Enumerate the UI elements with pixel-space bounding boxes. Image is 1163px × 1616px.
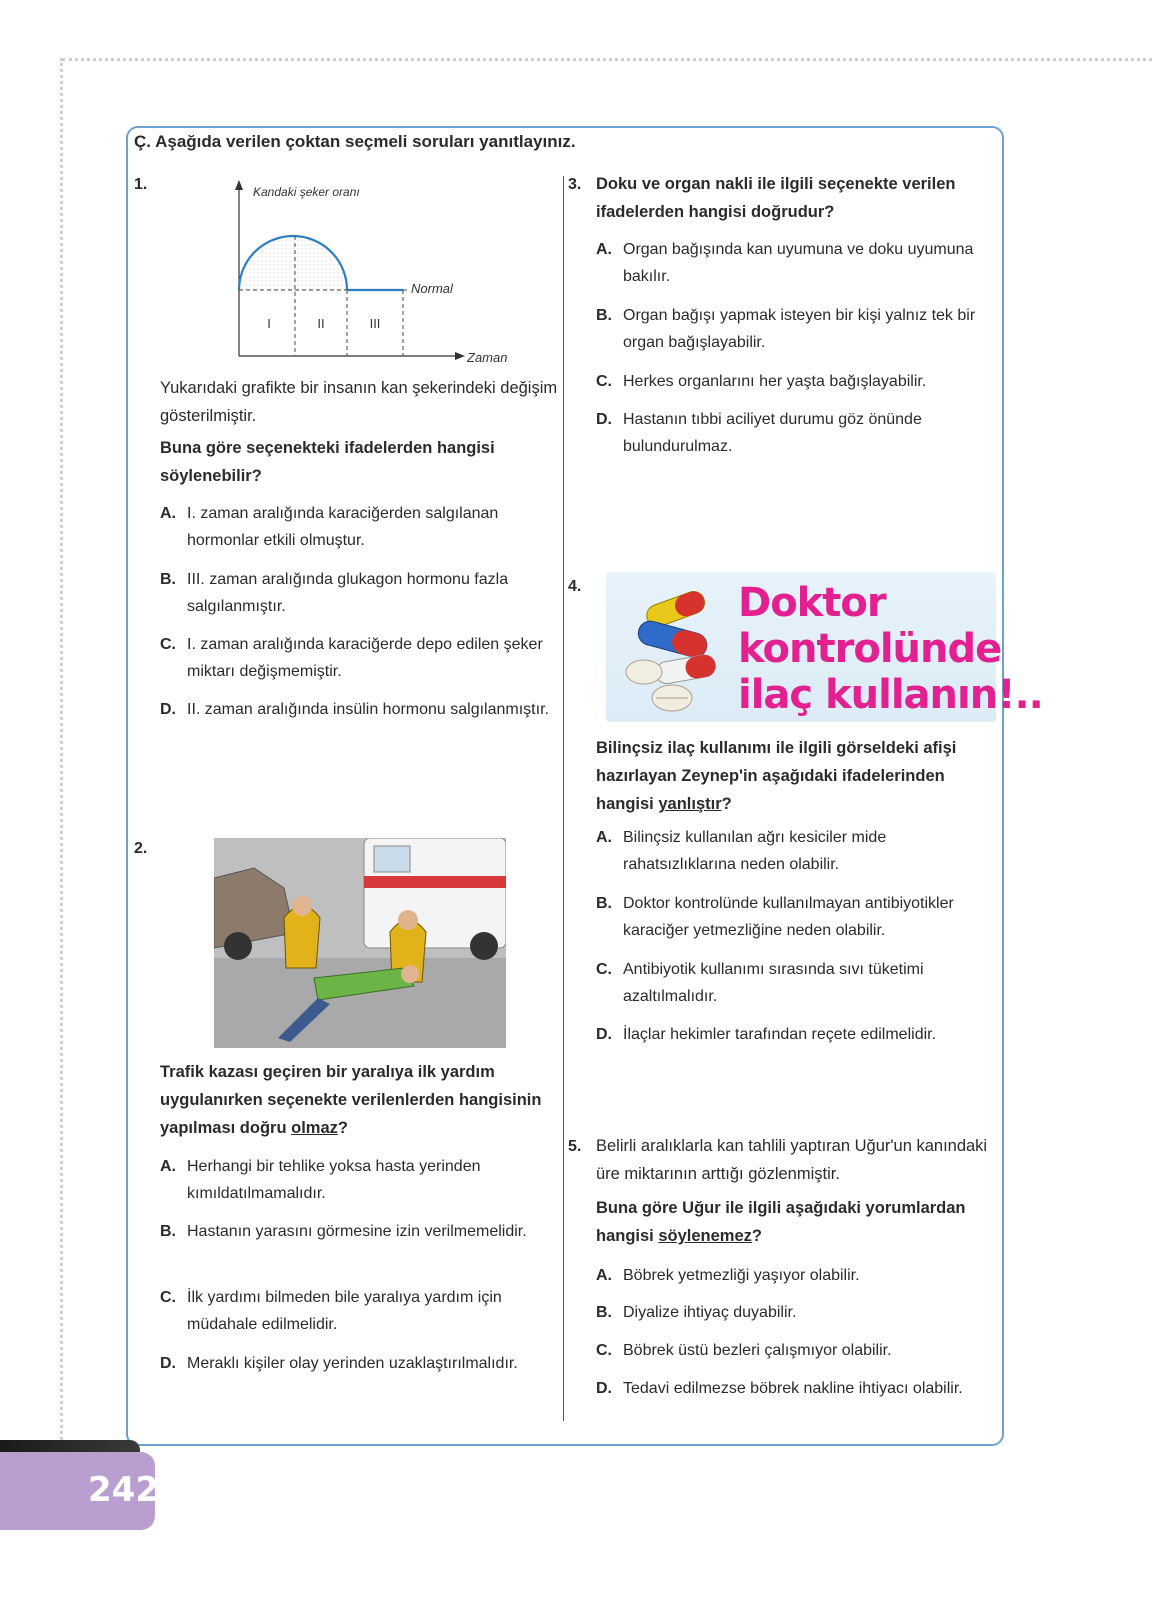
column-divider	[563, 176, 564, 1421]
q1-question: Buna göre seçenekteki ifadelerden hangisi söylenebilir?	[160, 439, 495, 485]
y-axis-label: Kandaki şeker oranı	[253, 185, 360, 199]
q4-option-b[interactable]: B. Doktor kontrolünde kullanılmayan antibiyotikler karaciğer yetmezliğine neden olabilir.	[596, 895, 954, 939]
interval-label: I	[267, 316, 271, 331]
q2-question: Trafik kazası geçiren bir yaralıya ilk yardım uygulanırken seçenekte verilenlerden hangisinin yapılması doğru olmaz?	[160, 1063, 542, 1137]
page-number: 242	[88, 1470, 159, 1510]
q1-option-c[interactable]: C. I. zaman aralığında karaciğerde depo edilen şeker miktarı değişmemiştir.	[160, 636, 543, 680]
section-header: Ç. Aşağıda verilen çoktan seçmeli soruları yanıtlayınız.	[134, 132, 576, 151]
q2-number: 2.	[134, 840, 148, 857]
poster-slogan: Doktor kontrolünde ilaç kullanın!..	[738, 580, 1043, 718]
q1-option-b[interactable]: B. III. zaman aralığında glukagon hormonu fazla salgılanmıştır.	[160, 571, 509, 615]
q2-option-c[interactable]: C. İlk yardımı bilmeden bile yaralıya yardım için müdahale edilmelidir.	[160, 1289, 502, 1333]
q3-number: 3.	[568, 176, 582, 193]
q4-option-a[interactable]: A. Bilinçsiz kullanılan ağrı kesiciler mide rahatsızlıklarına neden olabilir.	[596, 829, 887, 873]
q1-number: 1.	[134, 176, 148, 193]
q1-blood-sugar-graph	[225, 176, 525, 376]
q4-number: 4.	[568, 578, 582, 595]
q5-option-c[interactable]: C. Böbrek üstü bezleri çalışmıyor olabilir.	[596, 1342, 892, 1359]
pills-icon	[616, 580, 736, 716]
q5-text: Belirli aralıklarla kan tahlili yaptıran Uğur'un kanındaki üre miktarının arttığı gözlenmiştir.	[596, 1137, 988, 1183]
q3-question: Doku ve organ nakli ile ilgili seçenekte verilen ifadelerden hangisi doğrudur?	[596, 175, 956, 221]
q4-option-d[interactable]: D. İlaçlar hekimler tarafından reçete edilmelidir.	[596, 1026, 937, 1043]
q2-accident-illustration	[214, 838, 506, 1048]
q3-option-b[interactable]: B. Organ bağışı yapmak isteyen bir kişi yalnız tek bir organ bağışlayabilir.	[596, 307, 976, 351]
x-axis-label: Zaman	[467, 350, 508, 365]
q5-option-b[interactable]: B. Diyalize ihtiyaç duyabilir.	[596, 1304, 797, 1321]
q3-option-c[interactable]: C. Herkes organlarını her yaşta bağışlayabilir.	[596, 373, 927, 390]
q1-text: Yukarıdaki grafikte bir insanın kan şekerindeki değişim gösterilmiştir.	[160, 379, 558, 425]
interval-label: III	[369, 316, 381, 331]
q2-option-a[interactable]: A. Herhangi bir tehlike yoksa hasta yerinden kımıldatılmamalıdır.	[160, 1158, 481, 1202]
q1-option-d[interactable]: D. II. zaman aralığında insülin hormonu salgılanmıştır.	[160, 701, 549, 718]
q5-option-a[interactable]: A. Böbrek yetmezliği yaşıyor olabilir.	[596, 1267, 860, 1284]
q5-question: Buna göre Uğur ile ilgili aşağıdaki yorumlardan hangisi söylenemez?	[596, 1199, 966, 1245]
q5-number: 5.	[568, 1138, 582, 1155]
q3-option-a[interactable]: A. Organ bağışında kan uyumuna ve doku uyumuna bakılır.	[596, 241, 974, 285]
q4-question: Bilinçsiz ilaç kullanımı ile ilgili görseldeki afişi hazırlayan Zeynep'in aşağıdaki ifadelerinden hangisi yanlıştır?	[596, 739, 957, 813]
q5-option-d[interactable]: D. Tedavi edilmezse böbrek nakline ihtiyacı olabilir.	[596, 1380, 963, 1397]
q1-option-a[interactable]: A. I. zaman aralığında karaciğerden salgılanan hormonlar etkili olmuştur.	[160, 505, 499, 549]
q2-option-d[interactable]: D. Meraklı kişiler olay yerinden uzaklaştırılmalıdır.	[160, 1355, 518, 1372]
normal-label: Normal	[411, 281, 453, 296]
q2-option-b[interactable]: B. Hastanın yarasını görmesine izin verilmemelidir.	[160, 1223, 527, 1240]
top-dotted-border	[62, 58, 1152, 61]
q4-option-c[interactable]: C. Antibiyotik kullanımı sırasında sıvı tüketimi azaltılmalıdır.	[596, 961, 924, 1005]
left-dotted-border	[60, 58, 63, 1488]
interval-label: II	[317, 316, 325, 331]
q3-option-d[interactable]: D. Hastanın tıbbi aciliyet durumu göz önünde bulundurulmaz.	[596, 411, 922, 455]
